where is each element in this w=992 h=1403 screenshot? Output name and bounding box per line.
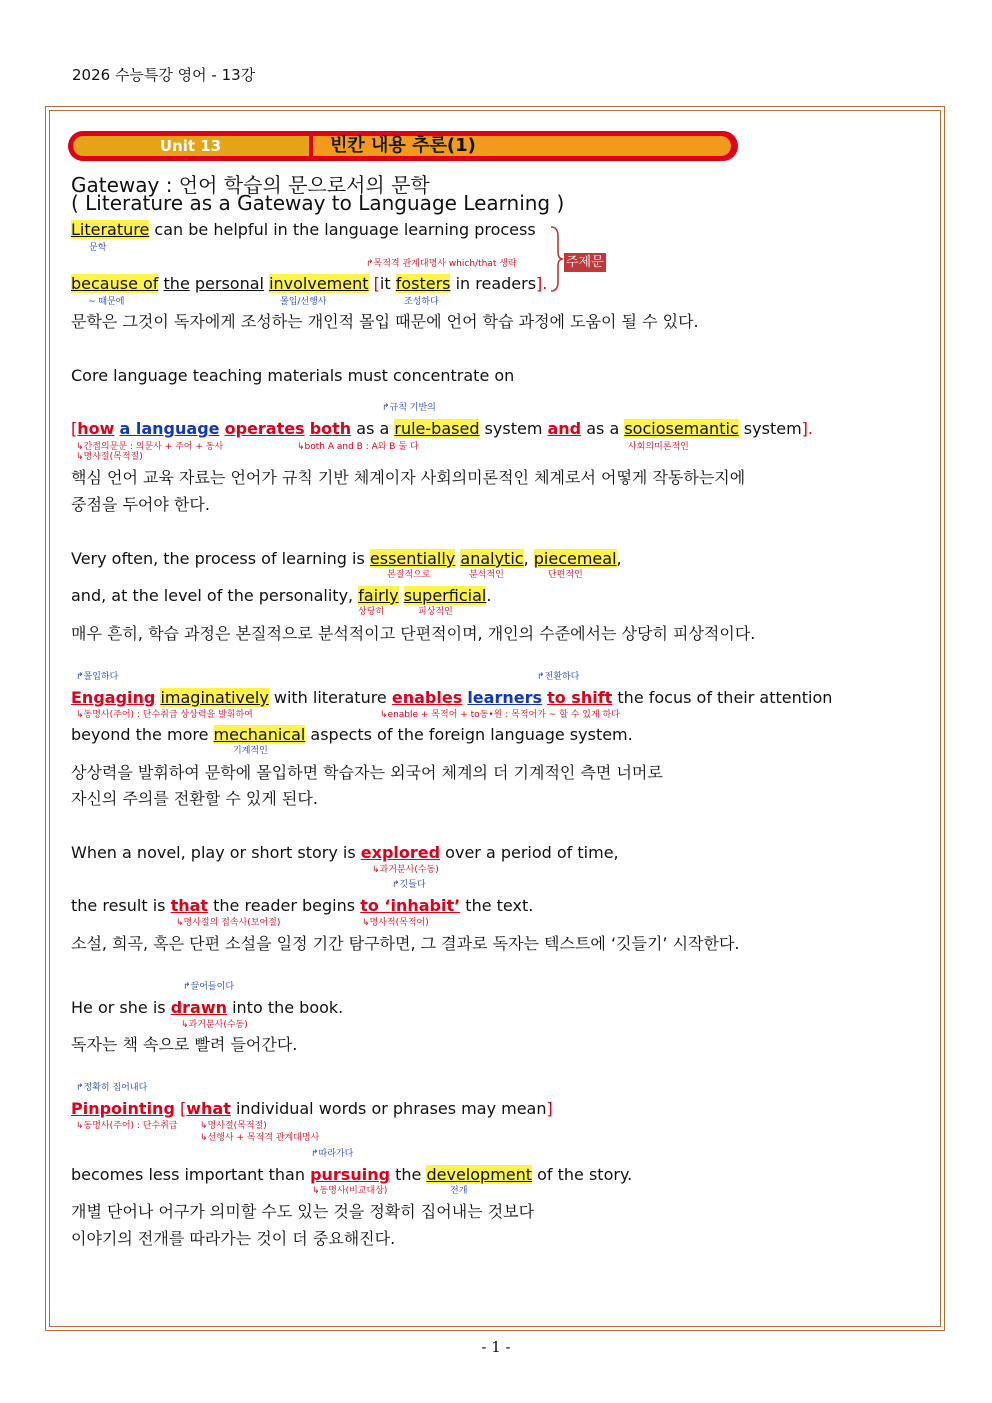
s5-translation: 소설, 희곡, 혹은 단편 소설을 일정 기간 탐구하면, 그 결과로 독자는 텍스트에 ‘깃들기’ 시작한다. bbox=[71, 934, 740, 953]
note: 기계적인 bbox=[233, 746, 268, 756]
note: ↳동명사(주어) : 단수취급 bbox=[76, 1121, 178, 1131]
s1-line2: because of the personal involvement [it fosters in readers]. bbox=[71, 274, 548, 293]
note: ↳과거분사(수동) bbox=[372, 865, 439, 875]
brace-icon bbox=[550, 226, 564, 292]
s4-line2: beyond the more mechanical aspects of the foreign language system. bbox=[71, 725, 633, 744]
note: ↱끌어들이다 bbox=[183, 982, 235, 992]
page-number: - 1 - bbox=[481, 1338, 511, 1356]
topic-label: 빈칸 내용 추론(1) bbox=[330, 135, 476, 156]
note: 조성하다 bbox=[404, 297, 439, 307]
s7-line1: Pinpointing [what individual words or phrases may mean] bbox=[71, 1099, 553, 1118]
s7-translation-1: 개별 단어나 어구가 의미할 수도 있는 것을 정확히 집어내는 것보다 bbox=[71, 1202, 535, 1221]
title-english: ( Literature as a Gateway to Language Learning ) bbox=[71, 191, 565, 215]
unit-label: Unit 13 bbox=[159, 137, 222, 155]
s3-line2: and, at the level of the personality, fairly superficial. bbox=[71, 586, 492, 605]
title-korean: Gateway : 언어 학습의 문으로서의 문학 bbox=[71, 173, 430, 197]
note: ↳enable + 목적어 + to동•원 : 목적어가 ~ 할 수 있게 하다 bbox=[380, 710, 620, 720]
note: 몰입/선행사 bbox=[280, 297, 327, 307]
word-literature: Literature bbox=[71, 220, 150, 239]
note: ↱따라가다 bbox=[311, 1149, 354, 1159]
s3-line1: Very often, the process of learning is essentially analytic, piecemeal, bbox=[71, 549, 622, 568]
s1-line1: Literature can be helpful in the language learning process bbox=[71, 220, 536, 239]
note: ↳명사적(목적어) bbox=[362, 918, 429, 928]
note: ↳both A and B : A와 B 둘 다 bbox=[297, 442, 419, 452]
s4-translation-1: 상상력을 발휘하여 문학에 몰입하면 학습자는 외국어 체계의 더 기계적인 측면 너머로 bbox=[71, 763, 663, 782]
s1-translation: 문학은 그것이 독자에게 조성하는 개인적 몰입 때문에 언어 학습 과정에 도움이 될 수 있다. bbox=[71, 312, 699, 331]
s2-translation-1: 핵심 언어 교육 자료는 언어가 규칙 기반 체계이자 사회의미론적인 체계로서 어떻게 작동하는지에 bbox=[71, 468, 746, 487]
note: ~ 때문에 bbox=[88, 297, 125, 307]
note: ↳동명사(비교대상) bbox=[312, 1186, 388, 1196]
note: ↳간접의문문 : 의문사 + 주어 + 동사 bbox=[76, 442, 224, 452]
s6-translation: 독자는 책 속으로 빨려 들어간다. bbox=[71, 1035, 298, 1054]
note: ↱전환하다 bbox=[537, 672, 580, 682]
note: 사회의미론적인 bbox=[628, 442, 689, 452]
s2-translation-2: 중점을 두어야 한다. bbox=[71, 495, 210, 514]
s5-line1: When a novel, play or short story is explored over a period of time, bbox=[71, 843, 619, 862]
note: ↳동명사(주어) : 단수취급 상상력을 발휘하여 bbox=[76, 710, 253, 720]
s2-line1: Core language teaching materials must concentrate on bbox=[71, 366, 515, 385]
s7-translation-2: 이야기의 전개를 따라가는 것이 더 중요해진다. bbox=[71, 1229, 396, 1248]
s5-line2: the result is that the reader begins to ‘inhabit’ the text. bbox=[71, 896, 534, 915]
s6-line1: He or she is drawn into the book. bbox=[71, 998, 344, 1017]
note: 단편적인 bbox=[548, 570, 583, 580]
note: ↱깃들다 bbox=[392, 880, 426, 890]
s4-line1: Engaging imaginatively with literature enables learners to shift the focus of their attention bbox=[71, 688, 833, 707]
note: ↱몰입하다 bbox=[76, 672, 119, 682]
note: ↳명사절의 접속사(보어절) bbox=[176, 918, 281, 928]
topic-sentence-tag: 주제문 bbox=[566, 255, 604, 270]
note: 분석적인 bbox=[469, 570, 504, 580]
note: ↱규칙 기반의 bbox=[382, 403, 436, 413]
note: ↱정확히 집어내다 bbox=[76, 1083, 148, 1093]
s2-line2: [how a language operates both as a rule-based system and as a sociosemantic system]. bbox=[71, 419, 813, 438]
unit-banner bbox=[68, 131, 738, 161]
note: ↳선행사 + 목적격 관계대명사 bbox=[200, 1133, 320, 1143]
note: 전개 bbox=[450, 1186, 468, 1196]
s4-translation-2: 자신의 주의를 전환할 수 있게 된다. bbox=[71, 789, 318, 808]
s7-line2: becomes less important than pursuing the development of the story. bbox=[71, 1165, 633, 1184]
s3-translation: 매우 흔히, 학습 과정은 본질적으로 분석적이고 단편적이며, 개인의 수준에서는 상당히 피상적이다. bbox=[71, 624, 756, 643]
note: ↱목적격 관계대명사 which/that 생략 bbox=[366, 259, 517, 269]
document-header: 2026 수능특강 영어 - 13강 bbox=[72, 66, 256, 84]
note: 문학 bbox=[89, 243, 107, 253]
note: ↳과거분사(수동) bbox=[181, 1020, 248, 1030]
note: ↳명사절(목적절) bbox=[76, 452, 143, 462]
note: 상당히 bbox=[358, 607, 385, 617]
note: ↳명사절(목적절) bbox=[200, 1121, 267, 1131]
note: 피상적인 bbox=[418, 607, 453, 617]
note: 본질적으로 bbox=[387, 570, 431, 580]
